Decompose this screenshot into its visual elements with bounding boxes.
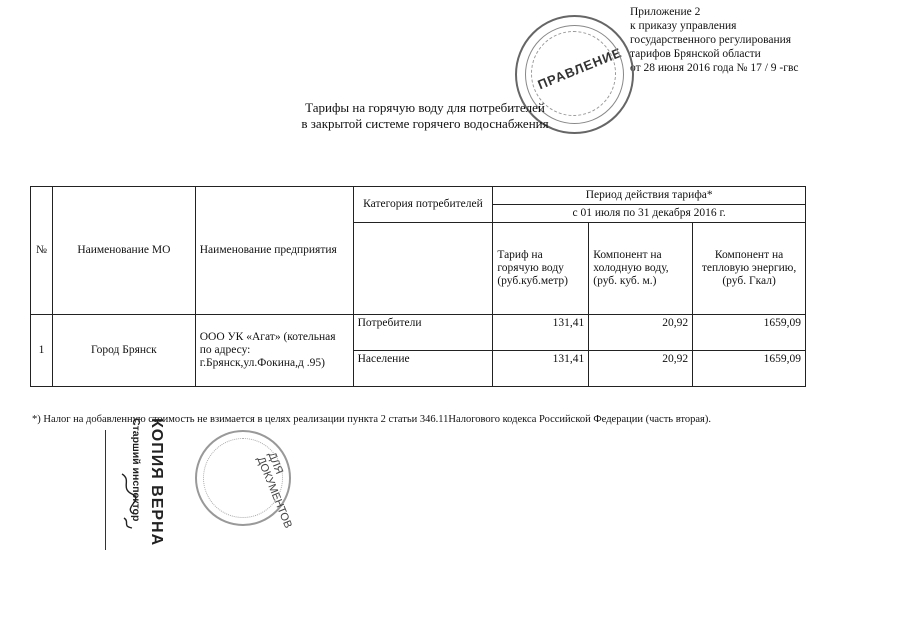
documents-seal <box>195 430 294 531</box>
appendix-header <box>630 5 798 75</box>
copy-stamp-subtext: Старший инспектор <box>130 418 142 522</box>
header-number: № <box>31 187 53 315</box>
tariff-table <box>30 186 806 387</box>
appendix-line-2: к приказу управления <box>630 20 737 32</box>
header-mo: Наименование МО <box>52 187 195 315</box>
signature-icon <box>118 470 140 530</box>
document-title <box>260 100 590 132</box>
header-category-spacer <box>353 223 493 315</box>
row-heat-2: 1659,09 <box>693 351 806 387</box>
row-heat-1: 1659,09 <box>693 315 806 351</box>
copy-stamp-line <box>105 430 106 550</box>
row-tariff-2: 131,41 <box>493 351 589 387</box>
copy-stamp-text: КОПИЯ ВЕРНА <box>148 418 165 547</box>
appendix-line-1: Приложение 2 <box>630 6 701 18</box>
table-row <box>31 315 806 351</box>
header-category: Категория потребителей <box>353 187 493 223</box>
appendix-line-3: государственного регулирования <box>630 34 792 46</box>
header-company: Наименование предприятия <box>195 187 353 315</box>
row-cold-2: 20,92 <box>589 351 693 387</box>
row-company: ООО УК «Агат» (котельная по адресу: г.Брянск,ул.Фокина,д .95) <box>195 315 353 387</box>
header-period-range: с 01 июля по 31 декабря 2016 г. <box>493 205 806 223</box>
title-line-2: в закрытой системе горячего водоснабжения <box>301 116 549 131</box>
seal-top-text: ПРАВЛЕНИЕ <box>535 44 625 93</box>
appendix-line-4: тарифов Брянской области <box>630 48 761 60</box>
row-category-2: Население <box>353 351 493 387</box>
row-cold-1: 20,92 <box>589 315 693 351</box>
header-tariff: Тариф на горячую воду (руб.куб.метр) <box>493 223 589 315</box>
header-heat-component: Компонент на тепловую энергию, (руб. Гкал) <box>693 223 806 315</box>
appendix-line-5: от 28 июня 2016 года № 17 / 9 -гвс <box>630 62 799 74</box>
documents-seal-text: ДЛЯ ДОКУМЕНТОВ <box>254 450 294 531</box>
row-category-1: Потребители <box>353 315 493 351</box>
title-line-1: Тарифы на горячую воду для потребителей <box>305 100 545 115</box>
footnote: *) Налог на добавленную стоимость не взимается в целях реализации пункта 2 статьи 346.11Налогового кодекса Российской Федерации (часть вторая). <box>32 414 711 425</box>
row-mo: Город Брянск <box>52 315 195 387</box>
header-period: Период действия тарифа* <box>493 187 806 205</box>
row-tariff-1: 131,41 <box>493 315 589 351</box>
row-number: 1 <box>31 315 53 387</box>
header-cold-component: Компонент на холодную воду, (руб. куб. м.) <box>589 223 693 315</box>
